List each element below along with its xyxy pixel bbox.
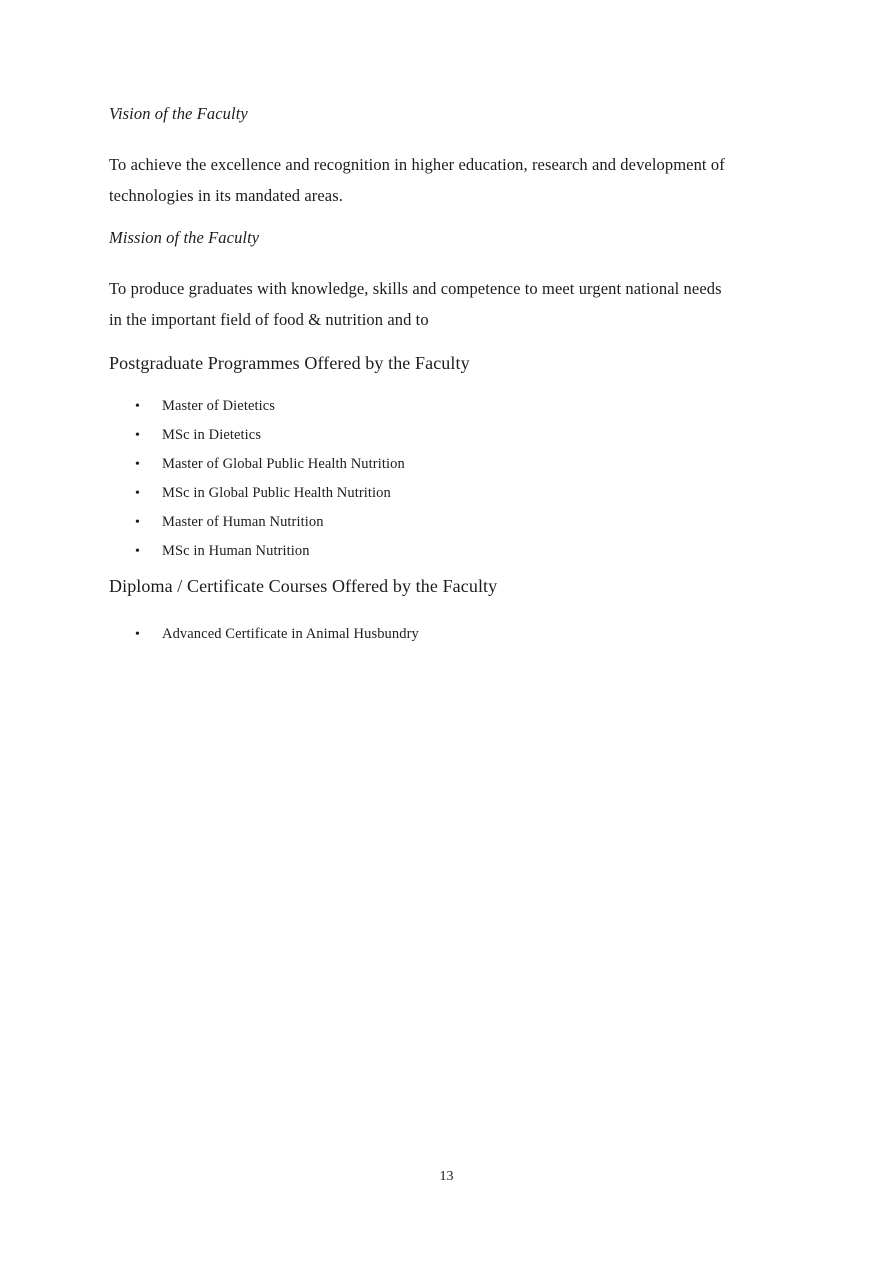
course-name: Advanced Certificate in Animal Husbundry bbox=[162, 626, 419, 642]
list-item bbox=[109, 392, 788, 421]
bullet-icon: • bbox=[135, 515, 141, 530]
bullet-icon: • bbox=[135, 399, 141, 414]
postgraduate-list bbox=[109, 392, 788, 566]
programme-name: Master of Global Public Health Nutrition bbox=[162, 456, 405, 472]
programme-name: Master of Dietetics bbox=[162, 398, 276, 414]
programme-name: MSc in Global Public Health Nutrition bbox=[162, 485, 391, 501]
mission-line-1: To produce graduates with knowledge, skills and competence to meet urgent national needs bbox=[109, 279, 722, 298]
bullet-icon: • bbox=[135, 486, 141, 501]
diploma-list bbox=[109, 620, 788, 649]
list-item bbox=[109, 508, 788, 537]
list-item bbox=[109, 620, 788, 649]
bullet-icon: • bbox=[135, 457, 141, 472]
programme-name: MSc in Human Nutrition bbox=[162, 543, 310, 559]
postgraduate-heading: Postgraduate Programmes Offered by the Faculty bbox=[109, 353, 470, 373]
mission-heading: Mission of the Faculty bbox=[109, 228, 260, 247]
mission-line-2: in the important field of food & nutrition and to bbox=[109, 310, 429, 329]
programme-name: Master of Human Nutrition bbox=[162, 514, 324, 530]
programme-name: MSc in Dietetics bbox=[162, 427, 262, 443]
list-item bbox=[109, 537, 788, 566]
vision-heading: Vision of the Faculty bbox=[109, 104, 248, 123]
bullet-icon: • bbox=[135, 428, 141, 443]
vision-line-1: To achieve the excellence and recognition in higher education, research and development of bbox=[109, 155, 725, 174]
list-item bbox=[109, 450, 788, 479]
list-item bbox=[109, 479, 788, 508]
page-number: 13 bbox=[439, 1169, 454, 1184]
bullet-icon: • bbox=[135, 544, 141, 559]
vision-line-2: technologies in its mandated areas. bbox=[109, 186, 343, 205]
list-item bbox=[109, 421, 788, 450]
vision-paragraph bbox=[109, 149, 788, 211]
mission-paragraph bbox=[109, 273, 788, 335]
diploma-heading: Diploma / Certificate Courses Offered by the Faculty bbox=[109, 576, 498, 596]
bullet-icon: • bbox=[135, 627, 141, 642]
